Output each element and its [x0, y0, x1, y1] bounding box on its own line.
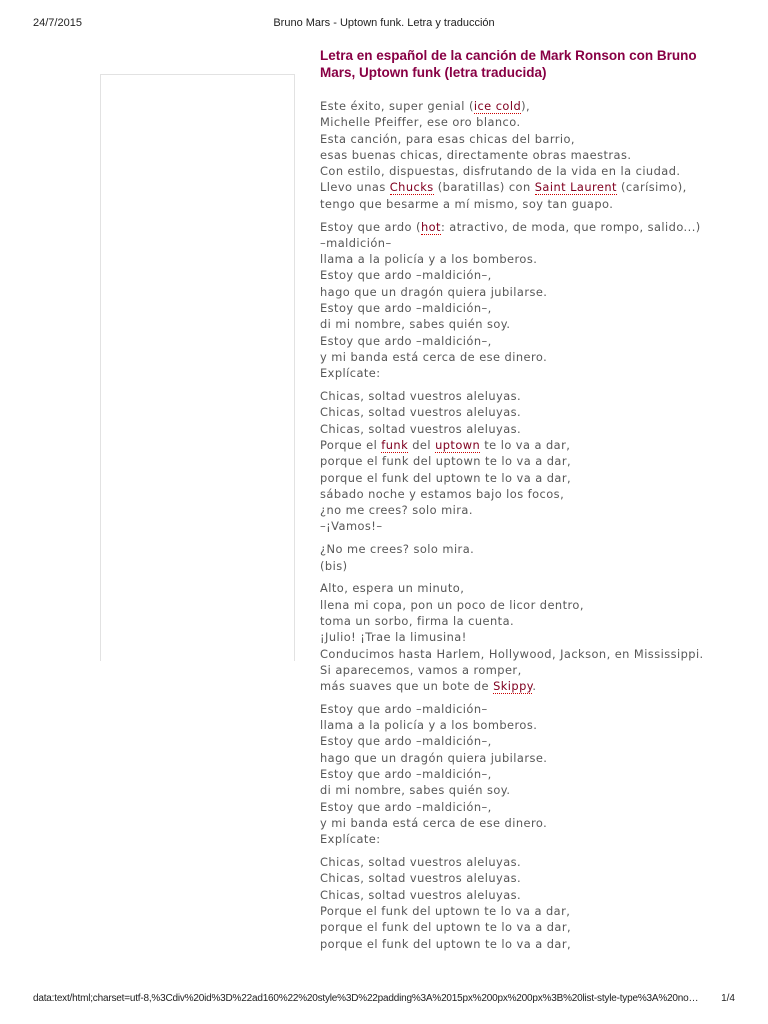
lyric-text: Estoy que ardo –maldición–,	[320, 767, 492, 782]
lyric-text: porque el funk del uptown te lo va a dar,	[320, 936, 572, 951]
lyric-line	[320, 333, 720, 349]
lyric-line	[320, 114, 720, 130]
lyric-text: Estoy que ardo –maldición–,	[320, 301, 492, 316]
lyric-line	[320, 558, 720, 574]
stanza	[320, 541, 720, 574]
stanza	[320, 388, 720, 535]
lyric-text: y mi banda está cerca de ese dinero.	[320, 349, 548, 364]
lyric-text: ¿No me crees? solo mira.	[320, 542, 475, 557]
lyric-text: esas buenas chicas, directamente obras maestras.	[320, 147, 632, 162]
lyric-line	[320, 267, 720, 283]
lyric-text: Explícate:	[320, 366, 381, 381]
lyric-line	[320, 518, 720, 534]
lyric-text: Michelle Pfeiffer, ese oro blanco.	[320, 115, 521, 130]
lyric-line	[320, 936, 720, 952]
lyric-text: Explícate:	[320, 832, 381, 847]
lyric-text: Porque el	[320, 437, 382, 452]
lyric-text: .	[532, 679, 537, 694]
print-date: 24/7/2015	[33, 17, 82, 29]
lyric-line	[320, 750, 720, 766]
sidebar-ad-box	[100, 74, 295, 661]
lyric-line	[320, 98, 720, 114]
print-footer	[0, 993, 768, 1013]
lyric-text: Estoy que ardo –maldición–	[320, 701, 488, 716]
lyric-text: Chicas, soltad vuestros aleluyas.	[320, 871, 522, 886]
lyric-text: Alto, espera un minuto,	[320, 581, 465, 596]
lyric-line	[320, 179, 720, 195]
lyric-text: porque el funk del uptown te lo va a dar,	[320, 454, 572, 469]
lyric-text: Estoy que ardo –maldición–,	[320, 333, 492, 348]
lyric-line	[320, 782, 720, 798]
lyric-line	[320, 437, 720, 453]
lyric-line	[320, 717, 720, 733]
lyric-text: porque el funk del uptown te lo va a dar,	[320, 470, 572, 485]
lyric-line	[320, 163, 720, 179]
lyric-text: Chicas, soltad vuestros aleluyas.	[320, 887, 522, 902]
stanza	[320, 854, 720, 952]
lyric-line	[320, 766, 720, 782]
lyric-line	[320, 470, 720, 486]
lyric-line	[320, 251, 720, 267]
lyric-text: y mi banda está cerca de ese dinero.	[320, 815, 548, 830]
stanza	[320, 98, 720, 212]
lyric-text: Estoy que ardo –maldición–,	[320, 734, 492, 749]
lyric-text: Esta canción, para esas chicas del barrio,	[320, 131, 575, 146]
lyric-line	[320, 887, 720, 903]
glossary-link[interactable]: Saint Laurent	[534, 180, 617, 195]
page-number: 1/4	[721, 993, 735, 1004]
lyric-text: Chicas, soltad vuestros aleluyas.	[320, 389, 522, 404]
lyric-text: más suaves que un bote de	[320, 679, 494, 694]
lyric-line	[320, 541, 720, 557]
lyric-text: Porque el funk del uptown te lo va a dar,	[320, 903, 571, 918]
lyric-text: –¡Vamos!–	[320, 519, 383, 534]
lyric-text: Chicas, soltad vuestros aleluyas.	[320, 855, 522, 870]
lyric-line	[320, 349, 720, 365]
lyric-line	[320, 919, 720, 935]
lyric-line	[320, 365, 720, 381]
lyric-text: ¿no me crees? solo mira.	[320, 503, 473, 518]
lyric-line	[320, 486, 720, 502]
lyric-text: Chicas, soltad vuestros aleluyas.	[320, 405, 522, 420]
print-url: data:text/html;charset=utf-8,%3Cdiv%20id%3D%22ad160%22%20style%3D%22padding%3A%2015px%200px%200px%3B%20list-style-type%3A%20no…	[33, 993, 699, 1004]
lyric-text: : atractivo, de moda, que rompo, salido...)	[440, 219, 701, 234]
glossary-link[interactable]: Skippy	[493, 679, 533, 694]
lyric-line	[320, 147, 720, 163]
lyric-line	[320, 678, 720, 694]
lyric-text: Con estilo, dispuestas, disfrutando de la vida en la ciudad.	[320, 164, 681, 179]
lyric-line	[320, 300, 720, 316]
article	[320, 47, 720, 958]
glossary-link[interactable]: uptown	[435, 437, 481, 452]
glossary-link[interactable]: funk	[381, 437, 409, 452]
lyric-line	[320, 854, 720, 870]
lyric-line	[320, 831, 720, 847]
stanza	[320, 580, 720, 694]
lyric-line	[320, 799, 720, 815]
lyric-text: hago que un dragón quiera jubilarse.	[320, 284, 548, 299]
lyric-text: di mi nombre, sabes quién soy.	[320, 317, 511, 332]
lyric-line	[320, 580, 720, 596]
lyric-text: tengo que besarme a mí mismo, soy tan guapo.	[320, 196, 614, 211]
lyric-text: Si aparecemos, vamos a romper,	[320, 662, 522, 677]
lyric-text: sábado noche y estamos bajo los focos,	[320, 486, 565, 501]
lyric-line	[320, 131, 720, 147]
lyric-line	[320, 629, 720, 645]
lyric-text: llena mi copa, pon un poco de licor dentro,	[320, 597, 584, 612]
lyric-line	[320, 421, 720, 437]
lyric-line	[320, 733, 720, 749]
lyric-line	[320, 404, 720, 420]
lyric-line	[320, 701, 720, 717]
lyric-line	[320, 870, 720, 886]
lyric-line	[320, 502, 720, 518]
lyric-line	[320, 613, 720, 629]
lyric-line	[320, 235, 720, 251]
lyric-text: Llevo unas	[320, 180, 390, 195]
lyric-text: llama a la policía y a los bomberos.	[320, 252, 538, 267]
lyric-line	[320, 284, 720, 300]
lyric-line	[320, 597, 720, 613]
lyric-text: ¡Julio! ¡Trae la limusina!	[320, 630, 467, 645]
stanza	[320, 219, 720, 382]
lyric-text: ),	[521, 99, 531, 113]
lyric-text: Estoy que ardo –maldición–,	[320, 799, 492, 814]
lyric-text: Conducimos hasta Harlem, Hollywood, Jackson, en Mississippi.	[320, 646, 704, 661]
article-title: Letra en español de la canción de Mark Ronson con Bruno Mars, Uptown funk (letra traducida)	[320, 48, 697, 80]
lyric-line	[320, 646, 720, 662]
lyric-text: toma un sorbo, firma la cuenta.	[320, 613, 515, 628]
lyric-line	[320, 815, 720, 831]
lyric-line	[320, 316, 720, 332]
lyric-line	[320, 388, 720, 404]
lyric-text: te lo va a dar,	[480, 437, 571, 452]
lyric-text: (baratillas) con	[433, 180, 535, 195]
lyric-line	[320, 196, 720, 212]
glossary-link[interactable]: ice cold	[473, 99, 522, 113]
lyric-text: Estoy que ardo (	[320, 219, 421, 234]
lyric-text: –maldición–	[320, 235, 392, 250]
lyric-text: del	[408, 437, 436, 452]
lyric-text: (carísimo),	[616, 180, 687, 195]
stanza	[320, 701, 720, 848]
lyric-line	[320, 662, 720, 678]
print-page-title: Bruno Mars - Uptown funk. Letra y traducción	[273, 17, 495, 29]
lyrics-body	[320, 98, 720, 952]
lyric-text: llama a la policía y a los bomberos.	[320, 718, 538, 733]
glossary-link[interactable]: hot	[420, 219, 441, 234]
glossary-link[interactable]: Chucks	[389, 180, 434, 195]
lyric-text: Estoy que ardo –maldición–,	[320, 268, 492, 283]
lyric-text: porque el funk del uptown te lo va a dar,	[320, 920, 572, 935]
lyric-text: (bis)	[320, 558, 348, 573]
lyric-text: Chicas, soltad vuestros aleluyas.	[320, 421, 522, 436]
lyric-text: Este éxito, super genial (	[320, 99, 474, 113]
lyric-line	[320, 453, 720, 469]
lyric-line	[320, 903, 720, 919]
lyric-text: di mi nombre, sabes quién soy.	[320, 783, 511, 798]
print-header	[0, 0, 768, 40]
lyric-text: hago que un dragón quiera jubilarse.	[320, 750, 548, 765]
lyric-line	[320, 219, 720, 235]
